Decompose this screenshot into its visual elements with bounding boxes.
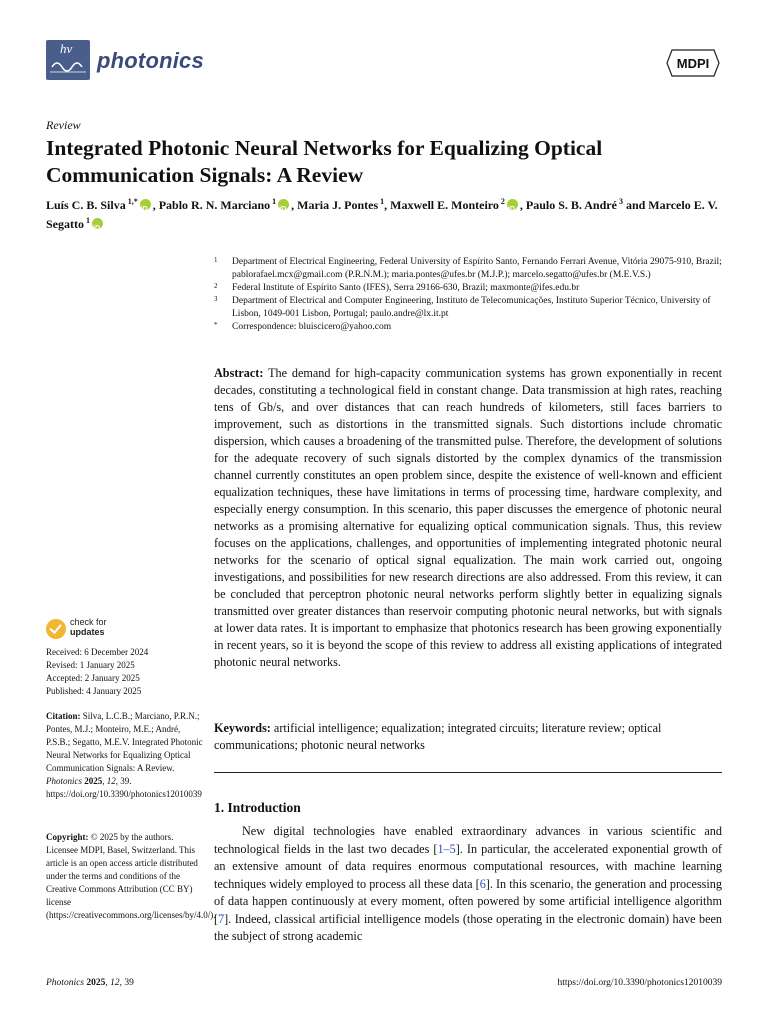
affiliation-item: [214, 282, 724, 295]
copyright-label: Copyright:: [46, 832, 89, 842]
article-title: Integrated Photonic Neural Networks for Equalizing Optical Communication Signals: A Review: [46, 136, 603, 187]
author-list: Luís C. B. Silva $^{1,*}$iD , Pablo R. N. Marciano $^1$iD , Maria J. Pontes $^1$, Maxwell E. Monteiro $^2$iD , Paulo S. B. André $^3$ and Marcelo E. V. Segatto $^1$iD: [46, 196, 736, 234]
orcid-icon[interactable]: [140, 199, 151, 210]
citation-link[interactable]: 6: [479, 876, 486, 891]
affiliation-number: 2: [214, 282, 218, 290]
author-affiliation-marker: 1: [378, 197, 385, 206]
abstract-label: Abstract:: [214, 366, 264, 380]
affiliations: [214, 256, 724, 334]
footer-journal: Photonics: [46, 978, 84, 988]
affiliation-item: [214, 295, 724, 321]
intro-text: ]. In this scenario, the generation and processing of data happen continuously at every moment, often powered by some artificial intelligence algorithm [: [214, 876, 722, 926]
footer-page: , 39: [119, 978, 134, 988]
journal-logo-mark: hv: [60, 41, 73, 56]
publisher-logo[interactable]: [666, 48, 720, 78]
author-name[interactable]: Marcelo E. V. Segatto: [46, 198, 718, 231]
orcid-icon[interactable]: [507, 199, 518, 210]
orcid-icon[interactable]: [278, 199, 289, 210]
affiliation-text: Federal Institute of Espírito Santo (IFES), Serra 29166-630, Brazil; maxmonte@ifes.edu.br: [232, 283, 580, 293]
author-affiliation-marker: 3: [616, 197, 623, 206]
affiliation-text: Department of Electrical and Computer Engineering, Instituto de Telecomunicações, Instituto Superior Técnico, University of Lisbon, 1049-001 Lisbon, Portugal; paulo.andre@lx.it.pt: [232, 296, 711, 319]
affiliation-item: [214, 256, 724, 282]
citation-text: Silva, L.C.B.; Marciano, P.R.N.; Pontes, M.J.; Monteiro, M.E.; André, P.S.B.; Segatto, M.E.V. Integrated Photonic Neural Networks for Equalizing Optical Communication Signals: A Review.: [46, 711, 203, 773]
date-accepted: Accepted: 2 January 2025: [46, 673, 140, 683]
check-updates-line1: check for: [70, 617, 107, 627]
citation-volume: 12: [106, 776, 116, 786]
article-dates: [46, 646, 206, 698]
section-heading: [214, 800, 301, 816]
citation-journal: Photonics: [46, 776, 82, 786]
affiliation-number: *: [214, 321, 218, 329]
section-title: Introduction: [227, 800, 301, 815]
affiliation-number: 1: [214, 256, 218, 264]
citation-year: 2025: [84, 776, 103, 786]
publisher-name: MDPI: [676, 56, 710, 71]
footer-volume: 12: [110, 978, 120, 988]
citation-block: Citation: Silva, L.C.B.; Marciano, P.R.N.; Pontes, M.J.; Monteiro, M.E.; André, P.S.B.; Segatto, M.E.V. Integrated Photonic Neural Networks for Equalizing Optical Communication Signals: A Review. Photonics 2025, 12, 39. https://doi.org/10.3390/photonics12010039: [46, 711, 203, 799]
section-divider: [214, 772, 722, 773]
orcid-icon[interactable]: [92, 218, 103, 229]
article-type: Review: [46, 118, 81, 132]
author-name[interactable]: Maxwell E. Monteiro: [390, 198, 499, 212]
author-affiliation-marker: 2: [498, 197, 505, 206]
intro-text: ]. Indeed, classical artificial intelligence models (those operating in the electronic domain) have been the subject of strong academic: [214, 911, 722, 943]
intro-paragraph: [214, 823, 722, 946]
wave-icon: [46, 40, 90, 80]
abstract: [214, 365, 722, 671]
copyright-text: © 2025 by the authors. Licensee MDPI, Basel, Switzerland. This article is an open access article distributed under the terms and conditions of the Creative Commons Attribution (CC BY) license (https://creativecommons.org/licenses/by/4.0/).: [46, 832, 216, 920]
citation-pages: , 39. https://doi.org/10.3390/photonics12010039: [46, 776, 202, 799]
abstract-text: The demand for high-capacity communication systems has grown exponentially in recent decades, constituting a technological field in constant change. Data transmission at high rates, reaching tens of Gb/s, and over distances that can reach hundreds of kilometers, still faces barriers to improvement, such as distortions in the transmitted signals. Such distortions include chromatic dispersion, which causes a broadening of the transmitted pulse. Therefore, the development of solutions for the adequate recovery of such signals distorted by the complex dynamics of the transmission channel currently constitutes an open problem since, despite the existence of well-known and efficient equalization techniques, these have limitations in terms of processing time, hardware complexity, and especially energy consumption. In this scenario, this paper discusses the emergence of photonic neural networks as a promising alternative for equalizing optical communication signals. Thus, this review focuses on the applications, challenges, and opportunities of implementing integrated photonic neural networks for the scenario of optical signal equalization. The main work carried out, ongoing investigations, and possibilities for new research directions are also addressed. From this review, it can be concluded that perceptron photonic neural networks perform slightly better in equalizing signals transmitted over greater distances than reservoir computing photonic neural networks, but with signals at lower data rates. It is important to emphasize that photonics research has been growing exponentially in recent years, so it is beyond the scope of this review to address all existing applications of integrated photonic neural networks.: [214, 366, 722, 669]
author-affiliation-marker: 1,*: [125, 197, 138, 206]
check-updates-text: [70, 617, 107, 637]
check-updates-line2: updates: [70, 627, 105, 637]
author-affiliation-marker: 1: [270, 197, 277, 206]
affiliation-text: Department of Electrical Engineering, Federal University of Espírito Santo, Fernando Ferrari Avenue, Vitória 29075-910, Brazil; pablorafael.mcx@gmail.com (P.R.N.M.); maria.pontes@ufes.br (M.J.P.); marcelo.segatto@ufes.br (M.E.V.S.): [232, 257, 722, 280]
author-joiner: and: [625, 198, 649, 212]
journal-name[interactable]: photonics: [97, 48, 204, 73]
author-name[interactable]: Paulo S. B. André: [525, 198, 617, 212]
date-revised: Revised: 1 January 2025: [46, 660, 135, 670]
author-name[interactable]: Pablo R. N. Marciano: [158, 198, 271, 212]
journal-logo[interactable]: [46, 40, 90, 80]
copyright-block: [46, 831, 216, 922]
citation-label: Citation:: [46, 711, 81, 721]
date-published: Published: 4 January 2025: [46, 686, 142, 696]
affiliation-text: Correspondence: bluiscicero@yahoo.com: [232, 322, 392, 332]
affiliation-number: 3: [214, 295, 218, 303]
section-number: 1.: [214, 800, 225, 815]
keywords: [214, 720, 722, 754]
check-for-updates-badge[interactable]: [46, 617, 126, 641]
footer-doi-link[interactable]: https://doi.org/10.3390/photonics12010039: [557, 978, 722, 988]
footer-year: 2025: [86, 978, 106, 988]
keywords-text: artificial intelligence; equalization; integrated circuits; literature review; optical communications; photonic neural networks: [214, 721, 662, 752]
citation-link[interactable]: 1–5: [437, 841, 456, 856]
author-name[interactable]: Luís C. B. Silva: [46, 198, 126, 212]
affiliation-item: [214, 321, 724, 334]
date-received: Received: 6 December 2024: [46, 647, 149, 657]
footer-citation: Photonics 2025, 12, 39: [46, 978, 134, 988]
author-affiliation-marker: 1: [84, 216, 90, 225]
intro-text: New digital technologies have enabled extraordinary advances in various scientific and technological fields in the last two decades [: [214, 824, 722, 856]
citation-link[interactable]: 7: [218, 911, 225, 926]
check-icon: [46, 619, 66, 639]
intro-text: ]. In particular, the accelerated exponential growth of an extensive amount of data requires enormous computational resources, with machine learning techniques widely employed to process all these data [: [214, 841, 722, 891]
author-name[interactable]: Maria J. Pontes: [297, 198, 379, 212]
keywords-label: Keywords:: [214, 721, 271, 735]
